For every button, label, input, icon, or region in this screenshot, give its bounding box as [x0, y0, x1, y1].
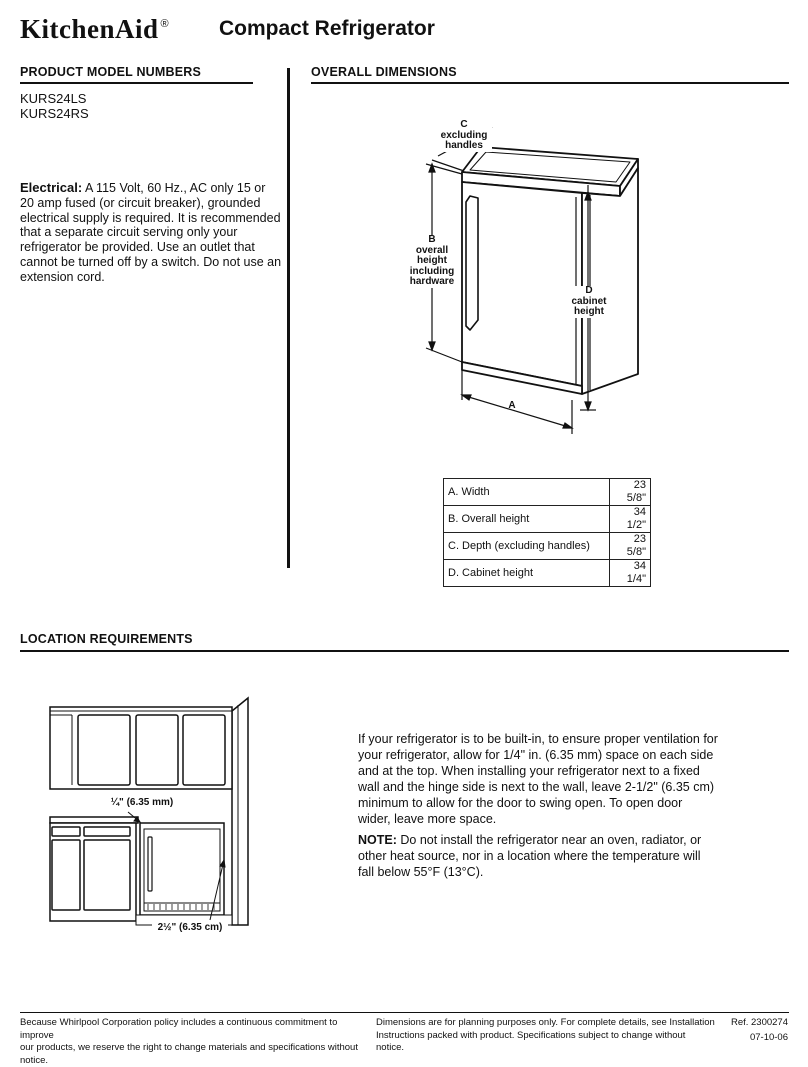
upper-cabinet-door	[78, 715, 130, 785]
label-c-letter: C	[460, 119, 468, 130]
label-b	[408, 235, 456, 288]
dimension-label: A. Width	[444, 479, 610, 506]
dimension-label: B. Overall height	[444, 506, 610, 533]
label-b-text: overall	[415, 244, 449, 256]
lower-cabinet-door	[84, 840, 130, 910]
fridge-door	[462, 182, 582, 386]
models-heading: PRODUCT MODEL NUMBERS	[20, 65, 202, 79]
footer-divider	[20, 1012, 789, 1013]
label-b-text: including	[409, 265, 455, 277]
gap-side-label: 2½" (6.35 cm)	[152, 923, 228, 934]
table-row	[444, 506, 651, 533]
label-b-text: hardware	[409, 276, 455, 287]
upper-cabinet-door	[136, 715, 178, 785]
location-heading: LOCATION REQUIREMENTS	[20, 632, 193, 646]
label-c-text: handles	[445, 140, 483, 151]
registered-mark: ®	[160, 18, 170, 30]
label-c-text: excluding	[440, 129, 488, 141]
dimension-label: C. Depth (excluding handles)	[444, 533, 610, 560]
label-a: A	[508, 400, 516, 411]
dimensions-heading: OVERALL DIMENSIONS	[311, 65, 457, 79]
lower-cabinet-door	[52, 840, 80, 910]
dimension-label: D. Cabinet height	[444, 560, 610, 587]
footer-line: Dimensions are for planning purposes only. For complete details, see Installation	[376, 1017, 715, 1028]
location-note	[358, 832, 718, 880]
dimensions-table	[443, 478, 651, 587]
refrigerator-handle	[148, 837, 152, 891]
ventilation-paragraph: If your refrigerator is to be built-in, to ensure proper ventilation for your refrigerator, allow for 1/4" in. (6.35 mm) space on each side and at the top. When installing your refrigerator next to a fixed wall and the hinge side is next to the wall, leave 2-1/2" (6.35 cm) minimum to allow for the door to swing open. To open door wider, leave more space.	[358, 732, 718, 826]
side-wall	[232, 698, 248, 925]
table-row	[444, 533, 651, 560]
countertop	[50, 817, 138, 823]
footer-line: Instructions packed with product. Specifications subject to change without notice.	[376, 1029, 686, 1053]
dimension-value: 23 5/8"	[610, 533, 651, 560]
footer-disclaimer	[20, 1017, 370, 1067]
table-row	[444, 560, 651, 587]
refrigerator-grille	[144, 903, 220, 911]
label-d	[568, 286, 610, 318]
table-row	[444, 479, 651, 506]
door-handle	[466, 196, 478, 330]
footer-line: Because Whirlpool Corporation policy includes a continuous commitment to improve	[20, 1017, 338, 1041]
drawer	[52, 827, 80, 836]
label-b-text: height	[417, 255, 447, 266]
refrigerator-door	[144, 829, 220, 911]
location-divider	[20, 650, 789, 652]
label-d-text: height	[574, 306, 604, 317]
drawer	[84, 827, 130, 836]
footer-line: our products, we reserve the right to change materials and specifications without notice.	[20, 1042, 358, 1066]
revision-date: 07-10-06	[749, 1031, 788, 1043]
page-title: Compact Refrigerator	[219, 17, 435, 40]
note-label: NOTE:	[358, 833, 397, 847]
dimension-value: 34 1/2"	[610, 506, 651, 533]
upper-cabinet-door	[183, 715, 225, 785]
dimension-value: 23 5/8"	[610, 479, 651, 506]
note-text: Do not install the refrigerator near an oven, radiator, or other heat source, nor in a location where the temperature will fall below 55°F (13°C).	[358, 833, 702, 879]
dimension-line-a	[462, 395, 572, 428]
model-number: KURS24LS	[20, 91, 87, 106]
brand-name: KitchenAid	[20, 14, 159, 44]
label-b-letter: B	[428, 234, 436, 245]
label-d-text: cabinet	[571, 295, 607, 307]
label-d-letter: D	[585, 285, 593, 296]
dimension-value: 34 1/4"	[610, 560, 651, 587]
location-instructions	[358, 731, 718, 885]
footer-dimensions-note	[376, 1017, 716, 1055]
electrical-label: Electrical:	[20, 180, 83, 195]
gap-top-label: ¼" (6.35 mm)	[102, 798, 182, 809]
electrical-text: A 115 Volt, 60 Hz., AC only 15 or 20 amp fused (or circuit breaker), grounded electrical supply is required. It is recommended that a separate circuit serving only your refrigerator be provided. Use an outlet that cannot be turned off by a switch. Do not use an extension cord.	[20, 181, 282, 284]
installation-diagram	[48, 695, 253, 930]
label-c	[436, 120, 492, 152]
model-number: KURS24RS	[20, 106, 89, 121]
footer-reference	[720, 1017, 788, 1044]
reference-number: Ref. 2300274	[730, 1017, 788, 1028]
